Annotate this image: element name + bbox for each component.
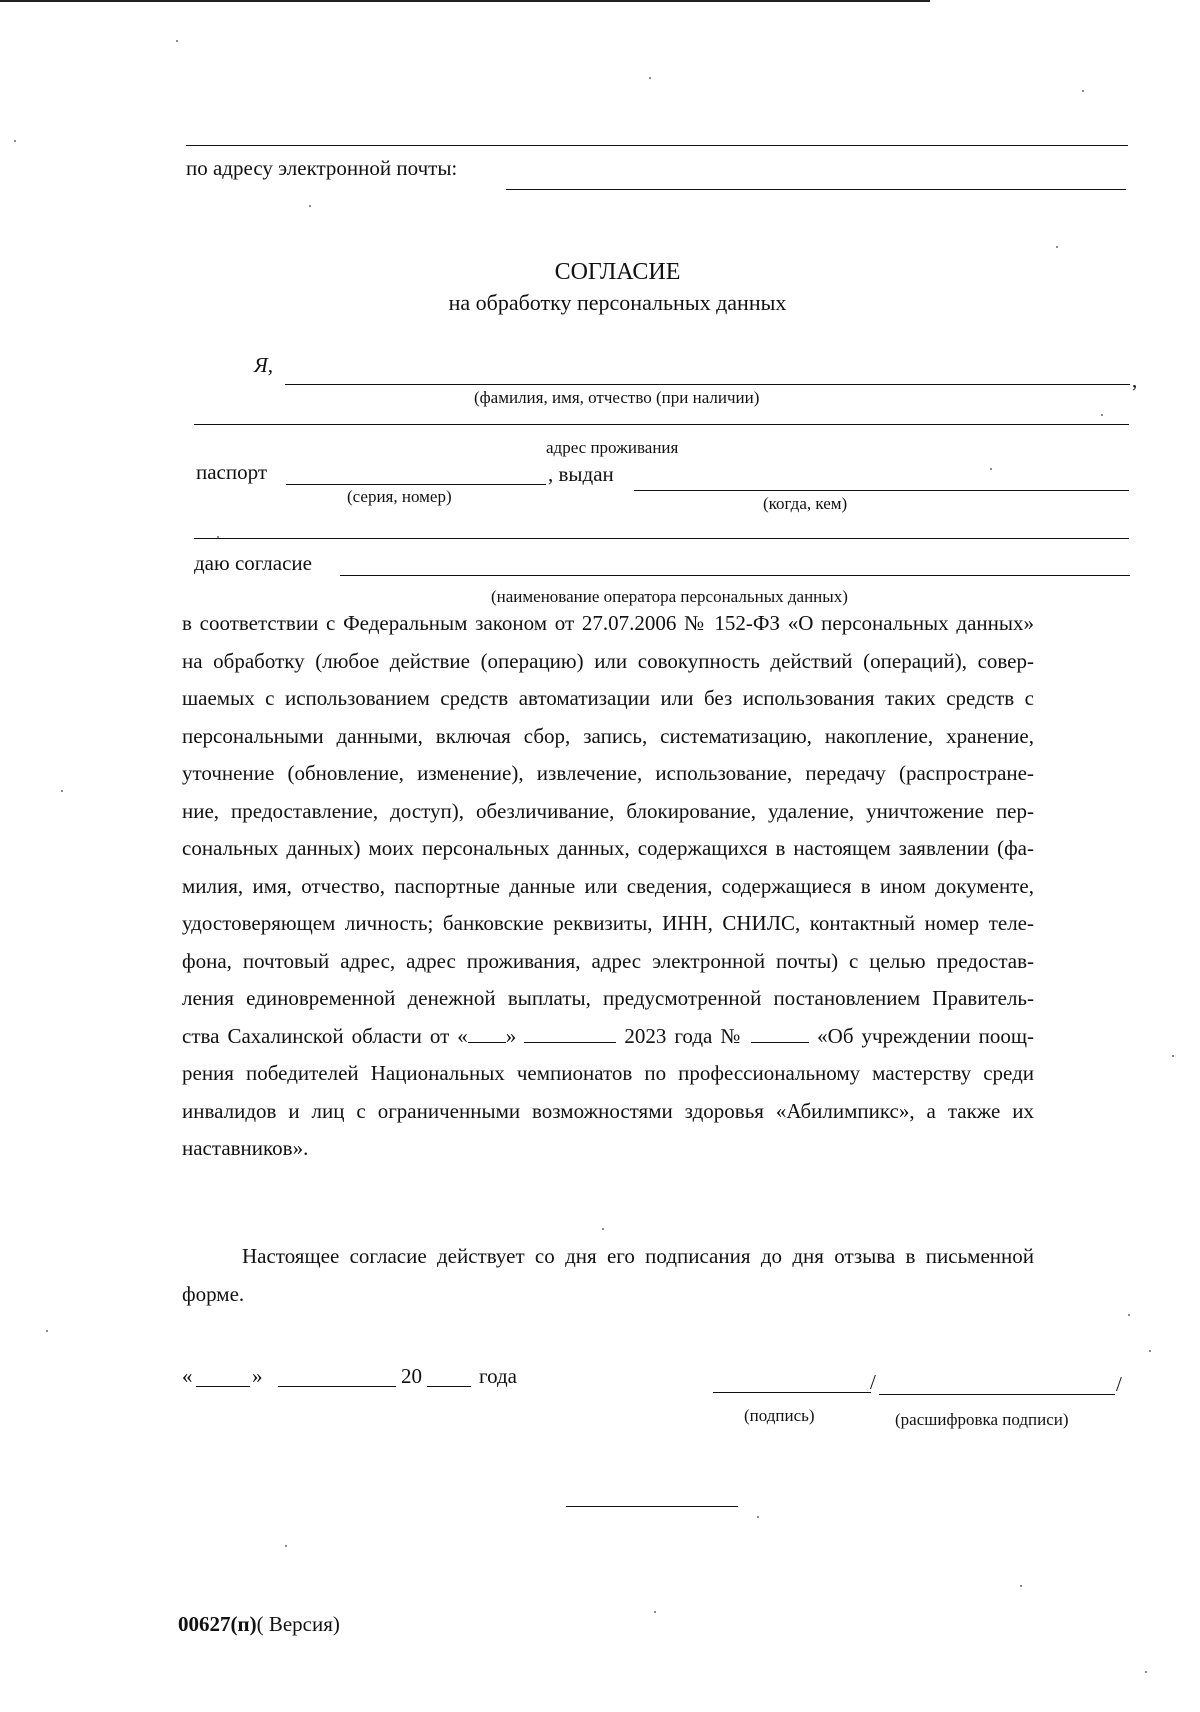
body-line: шаемых с использованием средств автоматизации или без использования таких средств с: [182, 686, 1034, 710]
decree-text-4: «Об учреждении поощ-: [817, 1023, 1035, 1048]
scan-speck: [1172, 1055, 1174, 1057]
scan-speck: [1056, 246, 1058, 248]
scan-speck: [1082, 90, 1084, 92]
fio-caption: (фамилия, имя, отчество (при наличии): [474, 388, 760, 407]
issued-label: , выдан: [548, 462, 614, 486]
scan-speck: [1149, 1350, 1151, 1352]
header-blank-line: [186, 145, 1128, 146]
scan-speck: [14, 140, 16, 142]
scan-speck: [61, 790, 63, 792]
decree-text-2: »: [505, 1023, 517, 1048]
date-year-prefix: 20: [401, 1364, 422, 1388]
signature-slash-end: /: [1116, 1372, 1122, 1396]
decree-day-field[interactable]: [468, 1025, 506, 1043]
validity-paragraph: [182, 1238, 1034, 1313]
scan-speck: [46, 1330, 48, 1332]
body-line: наставников».: [182, 1136, 309, 1160]
email-field[interactable]: [506, 189, 1126, 190]
passport-series-field[interactable]: [286, 484, 546, 485]
body-line: на обработку (любое действие (операцию) или совокупность действий (операций), совер-: [182, 648, 1034, 673]
operator-field[interactable]: [340, 575, 1130, 576]
body-line: фона, почтовый адрес, адрес проживания, адрес электронной почты) с целью предостав-: [182, 948, 1034, 973]
scan-speck: [757, 1516, 759, 1518]
decree-text-3: 2023 года №: [624, 1023, 744, 1048]
body-line: ние, предоставление, доступ), обезличивание, блокирование, удаление, уничтожение пер-: [182, 798, 1034, 823]
decode-caption: (расшифровка подписи): [895, 1410, 1069, 1429]
scan-speck: [649, 77, 651, 79]
body-line: персональными данными, включая сбор, запись, систематизацию, накопление, хранение,: [182, 723, 1034, 748]
series-caption: (серия, номер): [347, 487, 452, 506]
ya-label: Я,: [254, 353, 274, 377]
issued-caption: (когда, кем): [763, 494, 848, 513]
body-line: в соответствии с Федеральным законом от 27.07.2006 № 152-ФЗ «О персональных данных»: [182, 611, 1034, 635]
decree-line: [182, 1018, 1034, 1056]
scan-speck: [602, 1228, 604, 1230]
scan-speck: [1020, 1585, 1022, 1587]
date-year-suffix: года: [479, 1364, 517, 1388]
body-line: уточнение (обновление, изменение), извлечение, использование, передачу (распростране-: [182, 761, 1034, 785]
operator-caption: (наименование оператора персональных данных): [491, 587, 848, 606]
date-quote-open: «: [182, 1364, 193, 1388]
decree-month-field[interactable]: [524, 1025, 616, 1043]
scan-speck: [176, 40, 178, 42]
document-subtitle: на обработку персональных данных: [448, 290, 787, 315]
signature-field[interactable]: [713, 1392, 871, 1393]
passport-label: паспорт: [196, 460, 268, 484]
scan-speck: [1145, 1671, 1147, 1673]
address-caption: адрес проживания: [546, 438, 679, 457]
signature-caption: (подпись): [744, 1406, 815, 1425]
date-year-field[interactable]: [427, 1386, 471, 1387]
footer-code-number: 00627(п): [178, 1612, 257, 1636]
body-line: ления единовременной денежной выплаты, предусмотренной постановлением Правитель-: [182, 986, 1034, 1010]
consent-body: [182, 605, 1034, 1168]
decree-number-field[interactable]: [751, 1025, 809, 1043]
validity-line: форме.: [182, 1281, 245, 1306]
issued-by-field[interactable]: [634, 490, 1129, 491]
body-line: рения победителей Национальных чемпионатов по профессиональному мастерству среди: [182, 1061, 1034, 1085]
body-line: милия, имя, отчество, паспортные данные или сведения, содержащиеся в ином документе,: [182, 873, 1034, 898]
scan-speck: [285, 1545, 287, 1547]
fio-field[interactable]: [285, 384, 1130, 385]
body-line: сональных данных) моих персональных данных, содержащихся в настоящем заявлении (фа-: [182, 836, 1034, 860]
body-line: инвалидов и лиц с ограниченными возможностями здоровья «Абилимпикс», а также их: [182, 1098, 1034, 1123]
scan-speck: [654, 1611, 656, 1613]
address-field[interactable]: [194, 424, 1129, 425]
scan-speck: [217, 536, 219, 538]
date-month-field[interactable]: [278, 1386, 396, 1387]
document-title: СОГЛАСИЕ: [554, 259, 681, 285]
signature-slash: /: [870, 1370, 876, 1394]
footer-code: [178, 1614, 340, 1635]
fio-comma: ,: [1132, 368, 1138, 392]
scan-speck: [1128, 1314, 1130, 1316]
body-line: удостоверяющем личность; банковские реквизиты, ИНН, СНИЛС, контактный номер теле-: [182, 911, 1034, 935]
scan-speck: [990, 468, 992, 470]
footer-version: ( Версия): [256, 1612, 340, 1636]
validity-line: Настоящее согласие действует со дня его подписания до дня отзыва в письменной: [242, 1244, 1034, 1268]
consent-label: даю согласие: [194, 551, 312, 575]
signature-decode-field[interactable]: [879, 1394, 1115, 1395]
decree-text-1: ства Сахалинской области от «: [182, 1023, 468, 1048]
email-label: по адресу электронной почты:: [186, 156, 458, 180]
passport-extra-line[interactable]: [194, 538, 1129, 539]
date-day-field[interactable]: [196, 1386, 250, 1387]
scan-speck: [309, 205, 311, 207]
scan-speck: [1101, 414, 1103, 416]
date-quote-close: »: [252, 1364, 263, 1388]
scan-top-border: [0, 0, 930, 2]
footer-separator: [566, 1506, 738, 1507]
